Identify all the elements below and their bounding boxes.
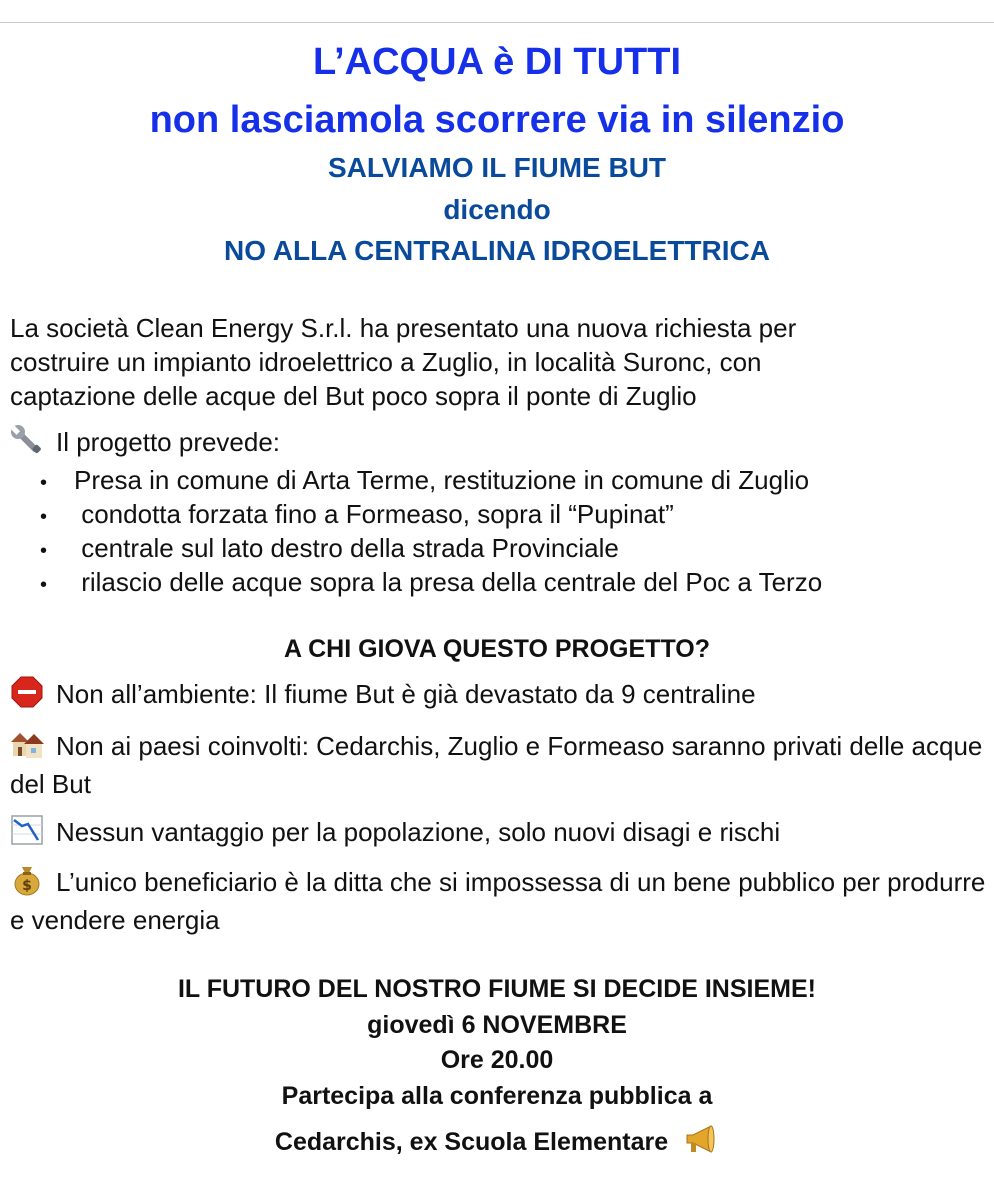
- stop-sign-icon: [10, 676, 48, 706]
- point-population: [10, 813, 992, 851]
- money-bag-icon: [10, 864, 48, 894]
- svg-text:$: $: [22, 878, 32, 894]
- intro-line: costruire un impianto idroelettrico a Zuglio, in località Suronc, con: [10, 347, 762, 377]
- event-date: giovedì 6 NOVEMBRE: [367, 1011, 627, 1039]
- point-text: Non all’ambiente: Il fiume But è già devastato da 9 centraline: [56, 679, 756, 709]
- point-text: Nessun vantaggio per la popolazione, solo nuovi disagi e rischi: [56, 817, 781, 847]
- closing-headline: IL FUTURO DEL NOSTRO FIUME SI DECIDE INSIEME!: [177, 975, 816, 1003]
- point-environment: [10, 675, 992, 713]
- section-question: A CHI GIOVA QUESTO PROGETTO?: [284, 635, 710, 663]
- event-invite: Partecipa alla conferenza pubblica a: [281, 1082, 713, 1110]
- main-title: L’ACQUA è DI TUTTI: [312, 41, 682, 83]
- campaign-heading: SALVIAMO IL FIUME BUT: [327, 152, 667, 183]
- megaphone-icon: [681, 1123, 719, 1153]
- intro-line: La società Clean Energy S.r.l. ha presentato una nuova richiesta per: [10, 313, 797, 343]
- wrench-icon: [10, 424, 48, 454]
- chart-decreasing-icon: [10, 814, 48, 844]
- houses-icon: [10, 728, 48, 758]
- top-divider: [0, 22, 994, 23]
- list-item: [40, 531, 990, 565]
- list-item-text: condotta forzata fino a Formeaso, sopra il “Pupinat”: [74, 499, 674, 529]
- campaign-connector: dicendo: [443, 194, 551, 225]
- point-beneficiary: [10, 863, 992, 939]
- point-text: L’unico beneficiario è la ditta che si impossessa di un bene pubblico per produrre e vendere energia: [10, 867, 986, 935]
- bullet: •: [40, 472, 48, 494]
- point-text: Non ai paesi coinvolti: Cedarchis, Zuglio e Formeaso saranno privati delle acque del But: [10, 731, 983, 799]
- campaign-slogan: NO ALLA CENTRALINA IDROELETTRICA: [224, 235, 770, 266]
- list-item: [40, 497, 990, 531]
- project-list: [40, 463, 990, 599]
- bullet: •: [40, 506, 48, 528]
- intro-line: captazione delle acque del But poco sopra il ponte di Zuglio: [10, 381, 697, 411]
- bullet: •: [40, 574, 48, 596]
- event-location: Cedarchis, ex Scuola Elementare: [274, 1128, 669, 1156]
- bullet: •: [40, 540, 48, 562]
- list-item: [40, 565, 990, 599]
- project-label-row: [10, 424, 990, 459]
- point-villages: [10, 727, 992, 803]
- event-time: Ore 20.00: [440, 1046, 554, 1074]
- list-item-text: rilascio delle acque sopra la presa della centrale del Poc a Terzo: [74, 567, 823, 597]
- list-item-text: centrale sul lato destro della strada Provinciale: [74, 533, 619, 563]
- project-label: Il progetto prevede:: [56, 427, 281, 457]
- main-subtitle: non lasciamola scorrere via in silenzio: [149, 99, 845, 141]
- event-location-row: [0, 1123, 994, 1160]
- list-item-text: Presa in comune di Arta Terme, restituzione in comune di Zuglio: [74, 465, 810, 495]
- list-item: [40, 463, 990, 497]
